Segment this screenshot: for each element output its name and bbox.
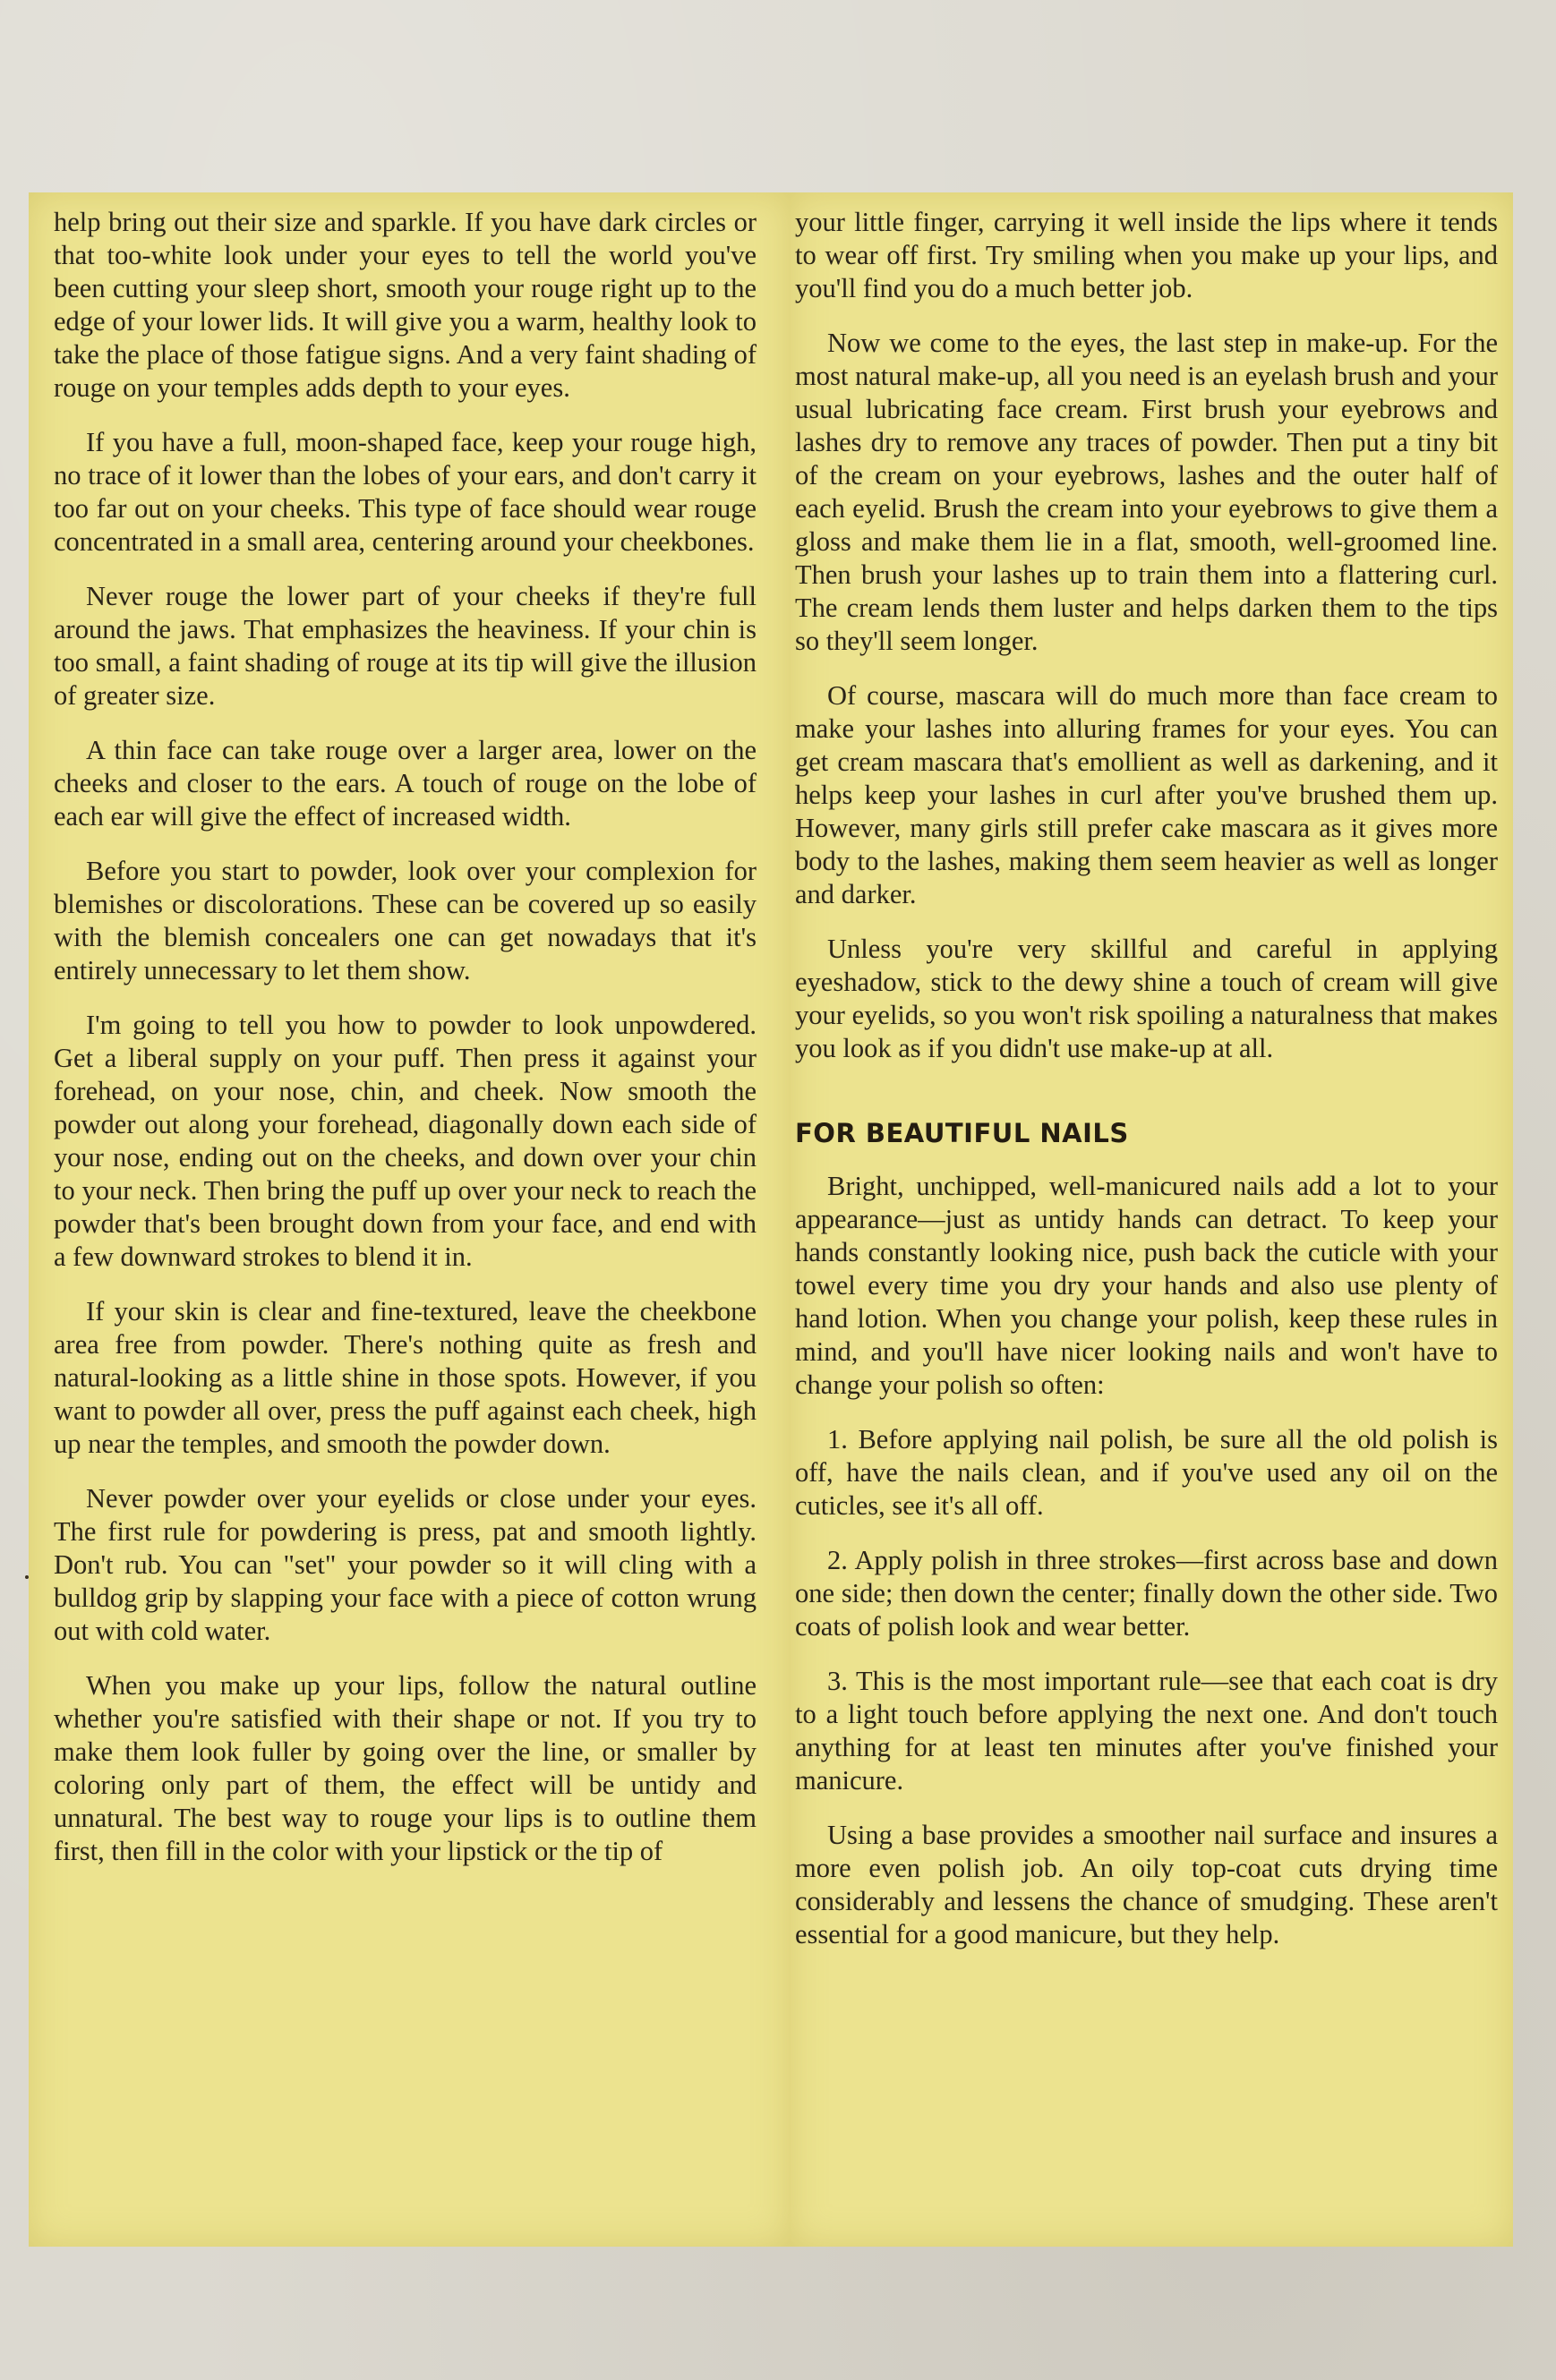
paragraph: If your skin is clear and fine-textured, leave the cheekbone area free from powder. There's nothing quite as fresh and natural-looking as a little shine in those spots. However, if you want to powder all over, press the puff against each cheek, high up near the temples, and smooth the powder down. (54, 1296, 757, 1459)
section-heading: FOR BEAUTIFUL NAILS (795, 1118, 1129, 1148)
paragraph: If you have a full, moon-shaped face, keep your rouge high, no trace of it lower than the lobes of your ears, and don't carry it too far out on your cheeks. This type of face should wear rouge concentrated in a small area, centering around your cheekbones. (54, 427, 757, 557)
paragraph: Now we come to the eyes, the last step in make-up. For the most natural make-up, all you need is an eyelash brush and your usual lubricating face cream. First brush your eyebrows and lashes dry to remove any traces of powder. Then put a tiny bit of the cream on your eyebrows, lashes and the outer half of each eyelid. Brush the cream into your eyebrows to give them a gloss and make them lie in a flat, smooth, well-groomed line. Then brush your lashes up to train them into a flattering curl. The cream lends them luster and helps darken them to the tips so they'll seem longer. (795, 328, 1498, 656)
paragraph: Before you start to powder, look over your complexion for blemishes or discolorations. These can be covered up so easily with the blemish concealers one can get nowadays that it's entirely unnecessary to let them show. (54, 856, 757, 985)
numbered-rule: 2. Apply polish in three strokes—first across base and down one side; then down the center; finally down the other side. Two coats of polish look and wear better. (795, 1545, 1498, 1642)
paragraph: your little finger, carrying it well inside the lips where it tends to wear off first. Try smiling when you make up your lips, and you'll find you do a much better job. (795, 207, 1498, 303)
paragraph: Using a base provides a smoother nail surface and insures a more even polish job. An oily top-coat cuts drying time considerably and lessens the chance of smudging. These aren't essential for a good manicure, but they help. (795, 1820, 1498, 1949)
paragraph: Unless you're very skillful and careful in applying eyeshadow, stick to the dewy shine a touch of cream will give your eyelids, so you won't risk spoiling a naturalness that makes you look as if you didn't use make-up at all. (795, 934, 1498, 1063)
paragraph: A thin face can take rouge over a larger area, lower on the cheeks and closer to the ears. A touch of rouge on the lobe of each ear will give the effect of increased width. (54, 735, 757, 832)
paragraph: Bright, unchipped, well-manicured nails add a lot to your appearance—just as untidy hands can detract. To keep your hands constantly looking nice, push back the cuticle with your towel every time you dry your hands and also use plenty of hand lotion. When you change your polish, keep these rules in mind, and you'll have nicer looking nails and won't have to change your polish so often: (795, 1171, 1498, 1400)
print-speck (25, 1575, 29, 1579)
paragraph: Never rouge the lower part of your cheeks if they're full around the jaws. That emphasizes the heaviness. If your chin is too small, a faint shading of rouge at its tip will give the illusion of greater size. (54, 581, 757, 711)
paragraph: Never powder over your eyelids or close under your eyes. The first rule for powdering is press, pat and smooth lightly. Don't rub. You can "set" your powder so it will cling with a bulldog grip by slapping your face with a piece of cotton wrung out with cold water. (54, 1483, 757, 1646)
numbered-rule: 3. This is the most important rule—see that each coat is dry to a light touch before applying the next one. And don't touch anything for at least ten minutes after you've finished your manicure. (795, 1666, 1498, 1796)
paragraph: Of course, mascara will do much more than face cream to make your lashes into alluring frames for your eyes. You can get cream mascara that's emollient as well as darkening, and it helps keep your lashes in curl after you've brushed them up. However, many girls still prefer cake mascara as it gives more body to the lashes, making them seem heavier as well as longer and darker. (795, 680, 1498, 909)
numbered-rule: 1. Before applying nail polish, be sure all the old polish is off, have the nails clean, and if you've used any oil on the cuticles, see it's all off. (795, 1424, 1498, 1521)
paragraph: I'm going to tell you how to powder to look unpowdered. Get a liberal supply on your puff. Then press it against your forehead, on your nose, chin, and cheek. Now smooth the powder out along your forehead, diagonally down each side of your nose, ending out on the cheeks, and down over your chin to your neck. Then bring the puff up over your neck to reach the powder that's been brought down from your face, and end with a few downward strokes to blend it in. (54, 1010, 757, 1272)
left-column (54, 206, 757, 1889)
right-column (795, 206, 1498, 1973)
paragraph: help bring out their size and sparkle. If you have dark circles or that too-white look under your eyes to tell the world you've been cutting your sleep short, smooth your rouge right up to the edge of your lower lids. It will give you a warm, healthy look to take the place of those fatigue signs. And a very faint shading of rouge on your temples adds depth to your eyes. (54, 207, 757, 403)
paragraph: When you make up your lips, follow the natural outline whether you're satisfied with their shape or not. If you try to make them look fuller by going over the line, or smaller by coloring only part of them, the effect will be untidy and unnatural. The best way to rouge your lips is to outline them first, then fill in the color with your lipstick or the tip of (54, 1670, 757, 1866)
